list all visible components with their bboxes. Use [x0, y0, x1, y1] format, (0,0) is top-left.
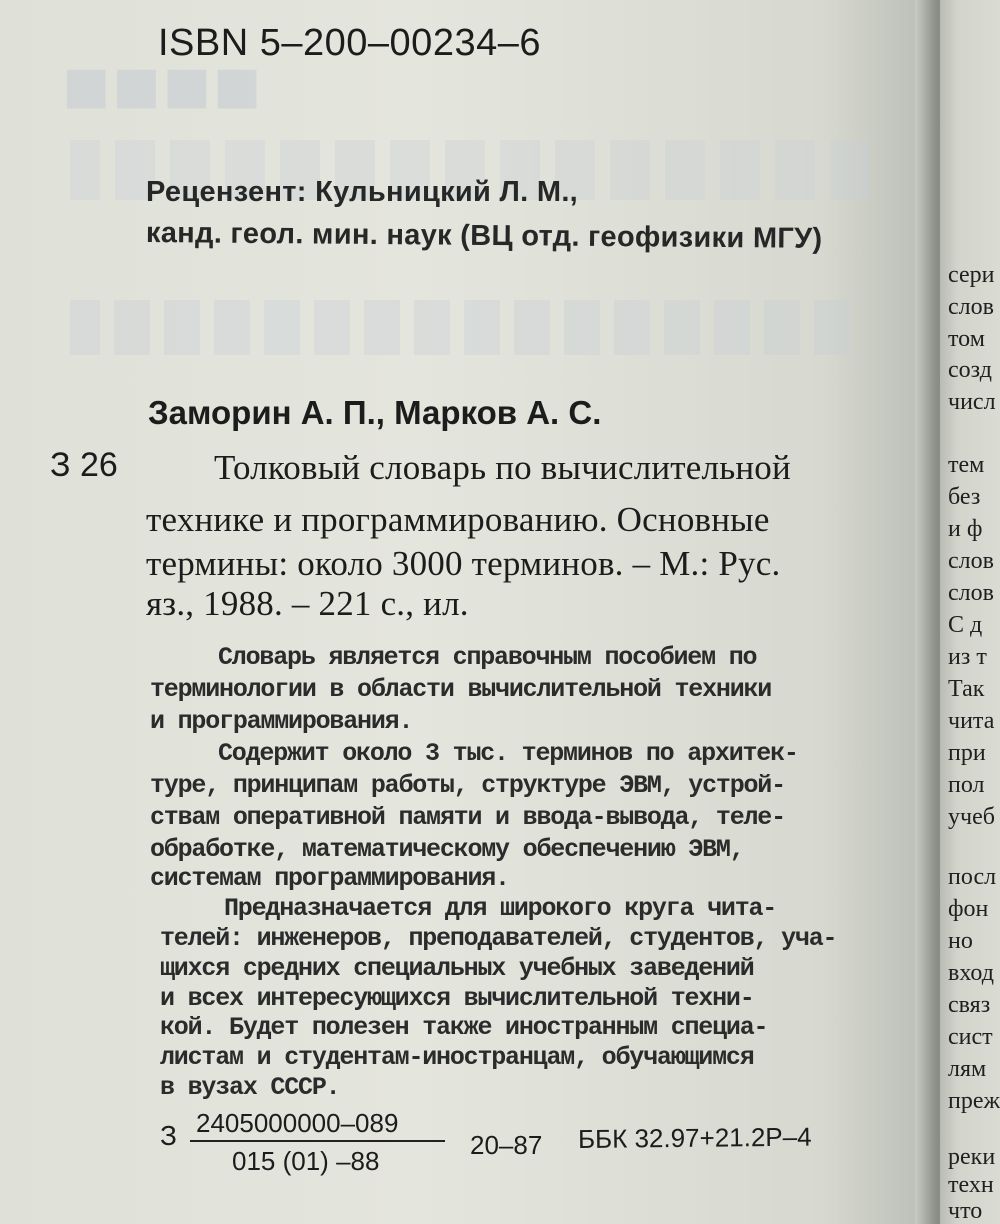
annotation-line: Содержит около 3 тыс. терминов по архитек-: [218, 739, 798, 768]
next-page-edge: [940, 0, 1000, 1224]
next-page-fragment: что: [948, 1198, 983, 1224]
library-code: З 26: [50, 446, 118, 484]
next-page-fragment: фон: [948, 896, 989, 922]
title-line: яз., 1988. – 221 с., ил.: [146, 584, 469, 623]
next-page-fragment: учеб: [948, 804, 995, 830]
next-page-fragment: сери: [948, 262, 995, 288]
bib-number: 20–87: [470, 1130, 543, 1160]
annotation-line: системам программирования.: [150, 864, 509, 893]
next-page-fragment: реки: [948, 1144, 996, 1170]
annotation-line: в вузах СССР.: [160, 1073, 340, 1102]
annotation-line: и всех интересующихся вычислительной техни-: [160, 984, 754, 1013]
next-page-fragment: пол: [948, 772, 985, 798]
bbk-code: ББК 32.97+21.2Р–4: [577, 1121, 812, 1154]
bleed-through-text: ■■■■: [60, 41, 262, 130]
bib-prefix: З: [160, 1120, 177, 1151]
next-page-fragment: том: [948, 326, 985, 352]
fraction-line: [190, 1140, 445, 1142]
next-page-fragment: Так: [948, 676, 985, 702]
title-line: термины: около 3000 терминов. – М.: Рус.: [146, 544, 781, 583]
annotation-line: Словарь является справочным пособием по: [218, 643, 757, 672]
annotation-line: листам и студентам-иностранцам, обучающимся: [160, 1043, 754, 1072]
bib-denominator: 015 (01) –88: [232, 1146, 380, 1176]
next-page-fragment: числ: [948, 389, 996, 415]
next-page-fragment: при: [948, 740, 986, 766]
next-page-fragment: слов: [948, 580, 994, 606]
annotation-line: щихся средних специальных учебных заведений: [160, 954, 754, 983]
next-page-fragment: слов: [948, 548, 994, 574]
next-page-fragment: С д: [948, 612, 983, 638]
isbn: ISBN 5–200–00234–6: [158, 22, 541, 64]
next-page-fragment: тем: [948, 452, 985, 478]
next-page-fragment: связ: [948, 992, 991, 1018]
next-page-fragment: преж: [948, 1088, 1000, 1114]
annotation-line: терминологии в области вычислительной техники: [150, 675, 772, 704]
next-page-fragment: созд: [948, 357, 992, 383]
annotation-line: обработке, математическому обеспечению ЭВМ,: [150, 835, 744, 864]
title-line: технике и программированию. Основные: [146, 500, 770, 539]
annotation-line: Предназначается для широкого круга чита-: [224, 894, 777, 923]
authors: Заморин А. П., Марков А. С.: [148, 394, 602, 431]
next-page-fragment: но: [948, 928, 973, 954]
bleed-through-block: [70, 300, 850, 355]
annotation-line: и программирования.: [150, 707, 413, 736]
next-page-fragment: вход: [948, 960, 994, 986]
next-page-fragment: слов: [948, 294, 994, 320]
reviewer-line-2: канд. геол. мин. наук (ВЦ отд. геофизики МГУ): [145, 217, 823, 255]
next-page-fragment: и ф: [948, 516, 983, 542]
annotation-line: кой. Будет полезен также иностранным специа-: [160, 1013, 768, 1042]
annotation-line: ствам оперативной памяти и ввода-вывода, теле-: [150, 803, 785, 832]
annotation-line: туре, принципам работы, структуре ЭВМ, устрой-: [150, 771, 785, 800]
next-page-fragment: из т: [948, 644, 987, 670]
next-page-fragment: сист: [948, 1024, 993, 1050]
next-page-fragment: без: [948, 484, 981, 510]
title-line: Толковый словарь по вычислительной: [214, 448, 791, 487]
next-page-fragment: лям: [948, 1056, 987, 1082]
annotation-line: телей: инженеров, преподавателей, студентов, уча-: [160, 924, 837, 953]
next-page-fragment: техн: [948, 1172, 994, 1198]
next-page-fragment: посл: [948, 864, 997, 890]
bib-numerator: 2405000000–089: [196, 1108, 399, 1138]
reviewer-line-1: Рецензент: Кульницкий Л. М.,: [146, 176, 579, 208]
next-page-fragment: чита: [948, 708, 995, 734]
